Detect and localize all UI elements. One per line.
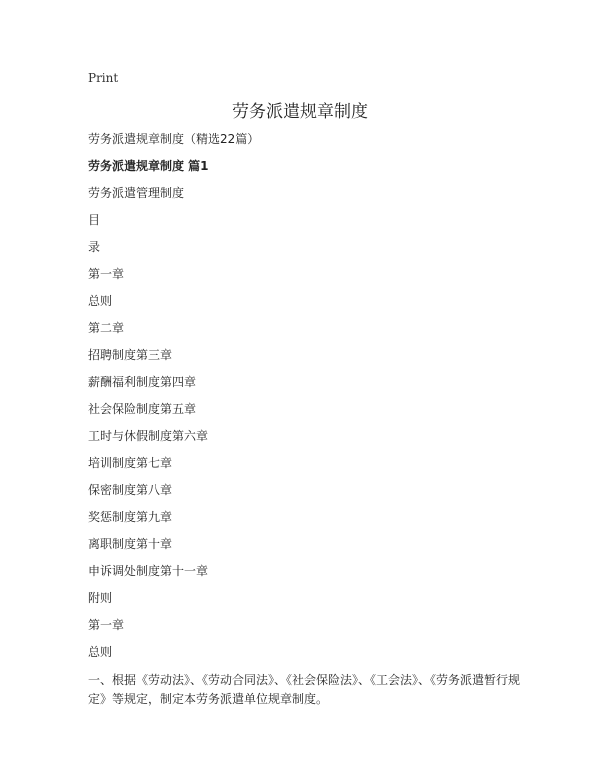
document-body: [88, 131, 524, 719]
paragraph: 目: [88, 213, 101, 227]
paragraph: 附则: [88, 591, 113, 605]
paragraph: 录: [88, 240, 101, 254]
document-subtitle: 劳务派遣规章制度（精选22篇）: [88, 132, 260, 146]
paragraph: 社会保险制度第五章: [88, 402, 197, 416]
paragraph: 一、根据《劳动法》、《劳动合同法》、《社会保险法》、《工会法》、《劳务派遣暂行规定》等规定，制定本劳务派遣单位规章制度。: [88, 673, 521, 706]
paragraph: 招聘制度第三章: [88, 348, 173, 362]
section-heading: 劳务派遣规章制度 篇1: [88, 159, 209, 173]
paragraph: 奖惩制度第九章: [88, 510, 173, 524]
paragraph: 第一章: [88, 618, 125, 632]
paragraph: 第二章: [88, 321, 125, 335]
paragraph: 劳务派遣管理制度: [88, 186, 185, 200]
paragraph: 总则: [88, 294, 113, 308]
paragraph: 薪酬福利制度第四章: [88, 375, 197, 389]
document-title: 劳务派遣规章制度: [232, 102, 368, 122]
print-link[interactable]: Print: [88, 71, 119, 85]
paragraph: 工时与休假制度第六章: [88, 429, 209, 443]
paragraph: 第一章: [88, 267, 125, 281]
paragraph: 申诉调处制度第十一章: [88, 564, 209, 578]
paragraph: 培训制度第七章: [88, 456, 173, 470]
paragraph: 保密制度第八章: [88, 483, 173, 497]
paragraph: 离职制度第十章: [88, 537, 173, 551]
paragraph: 总则: [88, 645, 113, 659]
